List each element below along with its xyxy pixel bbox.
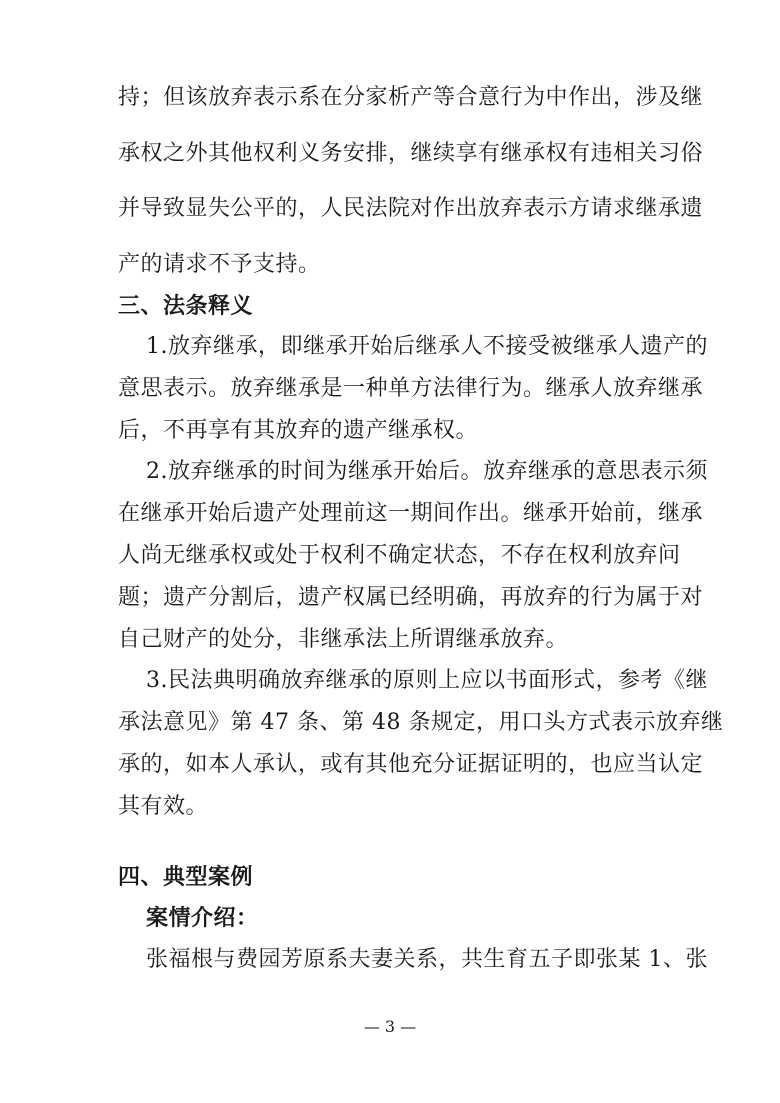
page-number: — 3 — bbox=[363, 1017, 417, 1036]
text-line: 2.放弃继承的时间为继承开始后。放弃继承的意思表示须 bbox=[146, 459, 708, 484]
section-heading: 三、法条释义 bbox=[118, 293, 254, 319]
text-line: 题；遗产分割后，遗产权属已经明确，再放弃的行为属于对 bbox=[118, 585, 704, 610]
text-line: 并导致显失公平的，人民法院对作出放弃表示方请求继承遗 bbox=[118, 196, 704, 221]
text-line: 张福根与费园芳原系夫妻关系，共生育五子即张某 1、张 bbox=[146, 947, 708, 972]
text-line: 承的，如本人承认，或有其他充分证据证明的，也应当认定 bbox=[118, 752, 704, 777]
text-line: 后，不再享有其放弃的遗产继承权。 bbox=[118, 418, 479, 443]
text-line: 人尚无继承权或处于权利不确定状态，不存在权利放弃问 bbox=[118, 543, 681, 568]
text-line: 产的请求不予支持。 bbox=[118, 252, 321, 277]
section-heading: 四、典型案例 bbox=[118, 864, 254, 890]
text-line: 承权之外其他权利义务安排，继续享有继承权有违相关习俗 bbox=[118, 141, 704, 166]
text-line: 其有效。 bbox=[118, 794, 209, 819]
text-line: 3.民法典明确放弃继承的原则上应以书面形式，参考《继 bbox=[146, 668, 708, 693]
text-line: 持；但该放弃表示系在分家析产等合意行为中作出，涉及继 bbox=[118, 85, 704, 110]
case-subheading: 案情介绍： bbox=[146, 905, 259, 931]
text-line: 1.放弃继承，即继承开始后继承人不接受被继承人遗产的 bbox=[146, 334, 708, 359]
text-line: 自己财产的处分，非继承法上所谓继承放弃。 bbox=[118, 627, 569, 652]
text-line: 承法意见》第 47 条、第 48 条规定，用口头方式表示放弃继 bbox=[118, 710, 724, 735]
text-line: 意思表示。放弃继承是一种单方法律行为。继承人放弃继承 bbox=[118, 376, 704, 401]
text-line: 在继承开始后遗产处理前这一期间作出。继承开始前，继承 bbox=[118, 501, 704, 526]
